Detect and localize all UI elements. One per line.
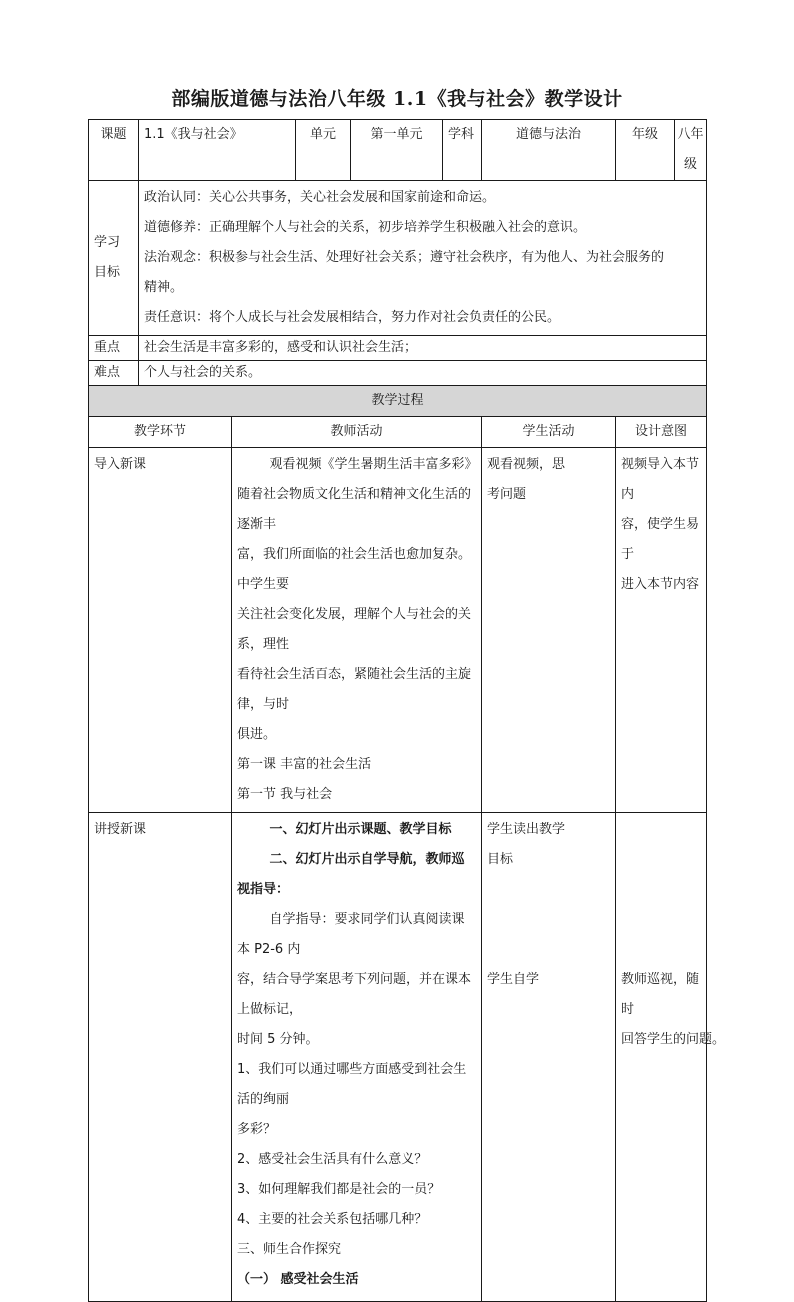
goals-content [139, 181, 707, 336]
intro-student: 观看视频，思 考问题 [482, 448, 616, 813]
grade-value: 八年级 [675, 120, 707, 181]
goals-row [89, 181, 707, 336]
subject-value: 道德与法治 [482, 120, 616, 181]
subject-label: 学科 [443, 120, 482, 181]
unit-value: 第一单元 [351, 120, 443, 181]
goal-item: 精神。 [144, 280, 184, 295]
goal-item: 法治观念：积极参与社会生活、处理好社会关系；遵守社会秩序，有为他人、为社会服务的 [144, 250, 665, 265]
teach-stage: 讲授新课 [89, 813, 232, 1302]
difficulty-value: 个人与社会的关系。 [139, 361, 707, 386]
goal-item: 责任意识：将个人成长与社会发展相结合，努力作对社会负责任的公民。 [144, 310, 561, 325]
intro-row [89, 448, 707, 813]
difficulty-label: 难点 [89, 361, 139, 386]
goals-label: 学习 目标 [89, 181, 139, 336]
process-header-row [89, 386, 707, 417]
lesson-value: 1.1《我与社会》 [139, 120, 296, 181]
page-title: 部编版道德与法治八年级 1.1《我与社会》教学设计 [171, 88, 623, 110]
key-point-value: 社会生活是丰富多彩的，感受和认识社会生活； [139, 336, 707, 361]
lesson-label: 课题 [89, 120, 139, 181]
teach-intent: 教师巡视，随时 回答学生的问题。 [616, 813, 707, 1302]
grade-label: 年级 [616, 120, 675, 181]
column-header: 教师活动 [232, 417, 482, 448]
column-header-row [89, 417, 707, 448]
teach-row [89, 813, 707, 1302]
teach-teacher: 一、幻灯片出示课题、教学目标 二、幻灯片出示自学导航，教师巡视指导： 自学指导：要求同学们认真阅读课本 P2-6 内 容，结合导学案思考下列问题，并在课本上做标记， 时间 5 分钟。 1、我们可以通过哪些方面感受到社会生活的绚丽 多彩？ 2、感受社会生活具有什么意义？ 3、如何理解我们都是社会的一员？ 4、主要的社会关系包括哪几种？ 三、师生合作探究 （一） 感受社会生活 [232, 813, 482, 1302]
column-header: 教学环节 [89, 417, 232, 448]
goal-item: 政治认同：关心公共事务，关心社会发展和国家前途和命运。 [144, 190, 496, 205]
lesson-plan-table [88, 119, 726, 1302]
intro-teacher: 观看视频《学生暑期生活丰富多彩》 随着社会物质文化生活和精神文化生活的逐渐丰 富，我们所面临的社会生活也愈加复杂。中学生要 关注社会变化发展，理解个人与社会的关系，理性 看待社会生活百态，紧随社会生活的主旋律，与时 俱进。 第一课 丰富的社会生活 第一节 我与社会 [232, 448, 482, 813]
process-header: 教学过程 [89, 386, 707, 417]
teach-student: 学生读出教学 目标 学生自学 [482, 813, 616, 1302]
key-point-row [89, 336, 707, 361]
column-header: 学生活动 [482, 417, 616, 448]
difficulty-row [89, 361, 707, 386]
goal-item: 道德修养：正确理解个人与社会的关系，初步培养学生积极融入社会的意识。 [144, 220, 587, 235]
info-row [89, 120, 707, 181]
intro-intent: 视频导入本节内 容，使学生易于 进入本节内容 [616, 448, 707, 813]
key-point-label: 重点 [89, 336, 139, 361]
intro-stage: 导入新课 [89, 448, 232, 813]
column-header: 设计意图 [616, 417, 707, 448]
unit-label: 单元 [296, 120, 351, 181]
